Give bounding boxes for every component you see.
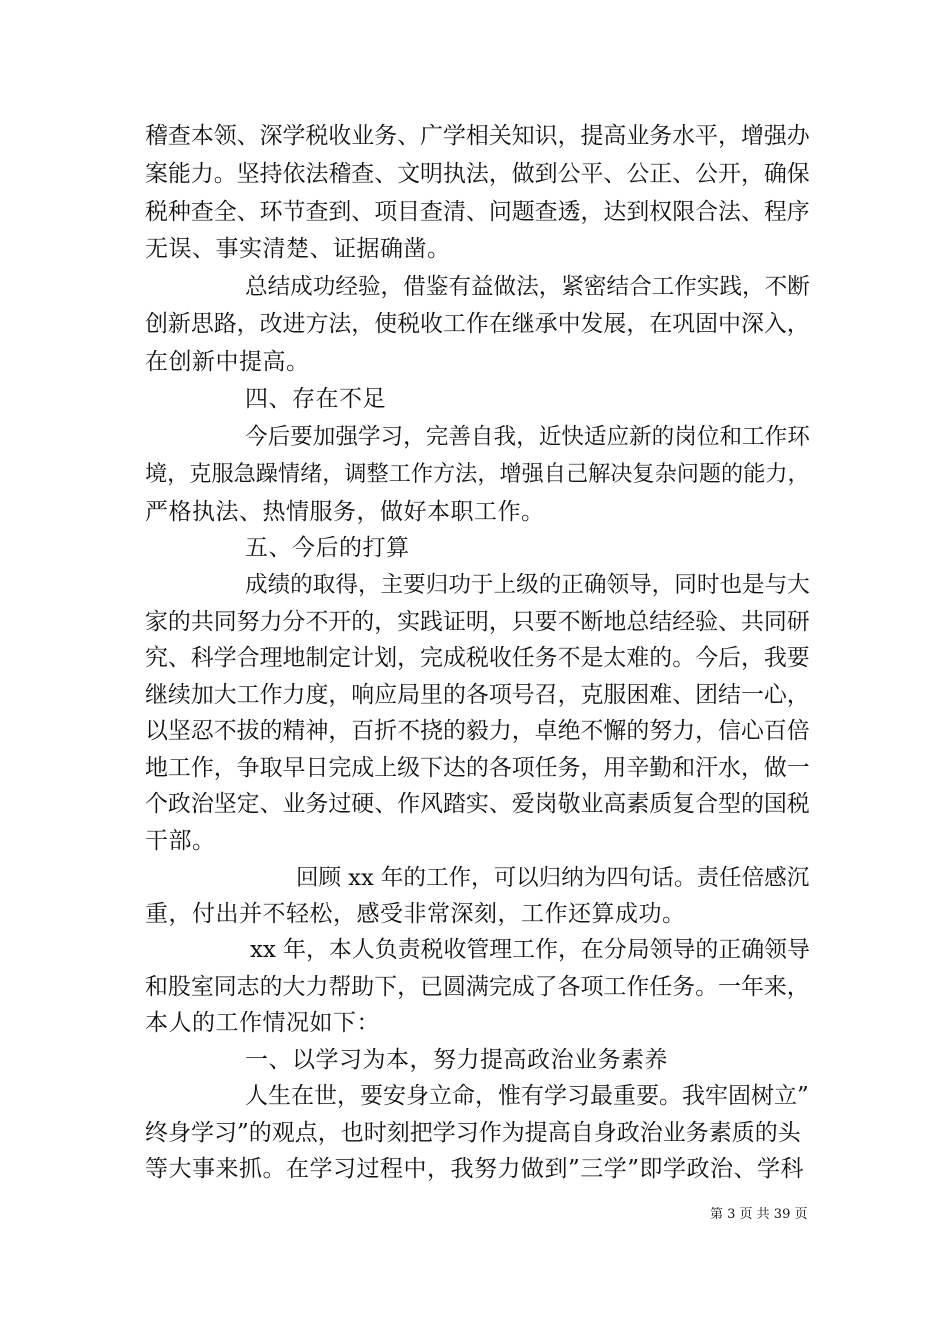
- text-line: 终身学习”的观点，也时刻把学习作为提高自身政治业务素质的头: [145, 1120, 801, 1146]
- text-line: 在创新中提高。: [145, 349, 310, 375]
- text-line: 和股室同志的大力帮助下，已圆满完成了各项工作任务。一年来，: [145, 974, 810, 1000]
- text-line: 地工作，争取早日完成上级下达的各项任务，用辛勤和汗水，做一: [145, 755, 810, 781]
- text-line: 境，克服急躁情绪，调整工作方法，增强自己解决复杂问题的能力，: [145, 461, 810, 487]
- text-line: 案能力。坚持依法稽查、文明执法，做到公平、公正、公开，确保: [145, 161, 810, 187]
- text-line: 究、科学合理地制定计划，完成税收任务不是太难的。今后，我要: [145, 645, 810, 671]
- text-line: 家的共同努力分不开的，实践证明，只要不断地总结经验、共同研: [145, 609, 810, 635]
- text-line: 稽查本领、深学税收业务、广学相关知识，提高业务水平，增强办: [145, 123, 810, 149]
- text-line: 税种查全、环节查到、项目查清、问题查透，达到权限合法、程序: [145, 199, 810, 225]
- text-line: 严格执法、热情服务，做好本职工作。: [145, 499, 545, 525]
- text-line: 创新思路，改进方法，使税收工作在继承中发展，在巩固中深入，: [145, 311, 810, 337]
- text-line: 以坚忍不拔的精神，百折不挠的毅力，卓绝不懈的努力，信心百倍: [145, 718, 810, 744]
- text-line: 干部。: [145, 828, 216, 854]
- text-line: 无误、事实清楚、证据确凿。: [145, 236, 451, 262]
- text-line: 总结成功经验，借鉴有益做法，紧密结合工作实践，不断: [245, 274, 810, 300]
- text-line: 等大事来抓。在学习过程中，我努力做到”三学”即学政治、学科: [145, 1156, 805, 1182]
- section-heading: 五、今后的打算: [245, 535, 410, 561]
- text-line: 今后要加强学习，完善自我，近快适应新的岗位和工作环: [245, 424, 810, 450]
- section-heading: 四、存在不足: [245, 386, 386, 412]
- text-line: 本人的工作情况如下：: [145, 1010, 380, 1036]
- text-line: xx 年，本人负责税收管理工作，在分局领导的正确领导: [250, 937, 810, 963]
- section-heading: 一、以学习为本，努力提高政治业务素养: [245, 1047, 668, 1073]
- text-line: 人生在世，要安身立命，惟有学习最重要。我牢固树立”: [245, 1083, 809, 1109]
- text-line: 个政治坚定、业务过硬、作风踏实、爱岗敬业高素质复合型的国税: [145, 791, 810, 817]
- text-line: 成绩的取得，主要归功于上级的正确领导，同时也是与大: [245, 572, 810, 598]
- text-line: 重，付出并不轻松，感受非常深刻，工作还算成功。: [145, 901, 686, 927]
- text-line: 回顾 xx 年的工作，可以归纳为四句话。责任倍感沉: [296, 865, 810, 891]
- text-line: 继续加大工作力度，响应局里的各项号召，克服困难、团结一心，: [145, 682, 810, 708]
- page-number-footer: 第 3 页 共 39 页: [710, 1207, 808, 1222]
